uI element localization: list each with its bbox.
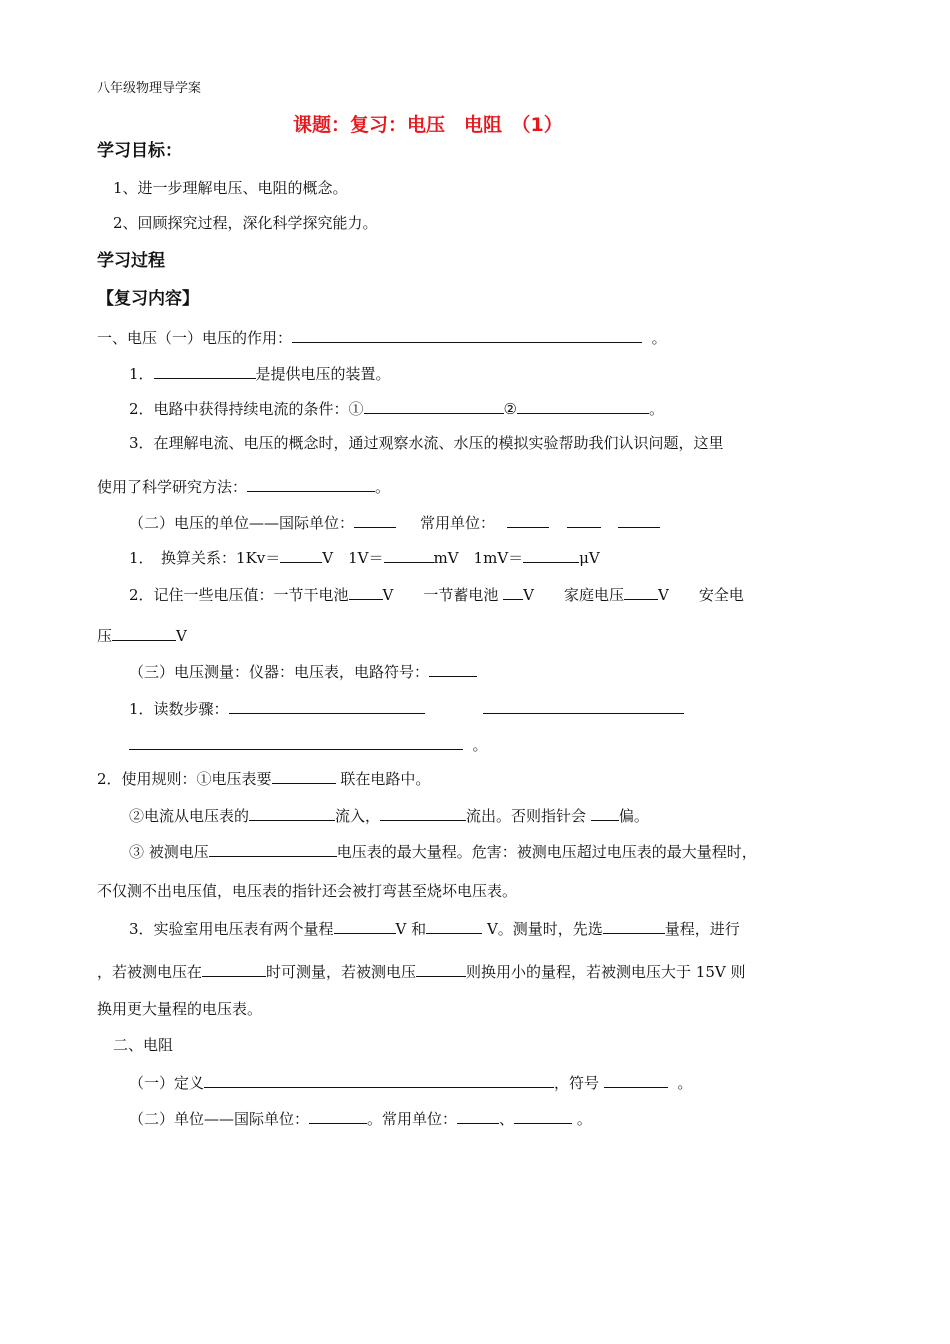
blank-step-3[interactable] <box>129 733 463 750</box>
blank-power-source[interactable] <box>154 362 256 379</box>
goal-2: 2、回顾探究过程，深化科学探究能力。 <box>113 214 378 232</box>
process-heading: 学习过程 <box>97 251 165 271</box>
goals-heading: 学习目标： <box>97 141 182 161</box>
document-header: 八年级物理导学案 <box>97 81 202 96</box>
range-line-2: ，若被测电压在 时可测量，若被测电压 则换用小的量程，若被测电压大于 15V 则 <box>97 960 746 982</box>
blank-dry-cell[interactable] <box>349 583 383 600</box>
blank-circuit-symbol[interactable] <box>429 660 477 677</box>
blank-common-unit-1[interactable] <box>507 511 549 528</box>
blank-condition-1[interactable] <box>364 397 504 414</box>
blank-safe-voltage[interactable] <box>112 624 176 641</box>
blank-range-condition-1[interactable] <box>202 960 266 977</box>
blank-household[interactable] <box>624 583 658 600</box>
blank-method[interactable] <box>247 475 375 492</box>
blank-resistance-definition[interactable] <box>204 1071 554 1088</box>
resistance-heading: 二、电阻 <box>113 1036 174 1054</box>
power-source-line: 1． 是提供电压的装置。 <box>129 362 391 384</box>
blank-flow-out[interactable] <box>380 804 466 821</box>
usage-rule-1: 2．使用规则：①电压表要 联在电路中。 <box>97 767 430 789</box>
voltage-values-line: 2．记住一些电压值：一节干电池 V 一节蓄电池 V 家庭电压 V 安全电 <box>129 583 744 605</box>
unit-line: （二）电压的单位——国际单位： 常用单位： <box>129 511 660 533</box>
blank-connect-way[interactable] <box>272 767 336 784</box>
reading-steps-line-2: 。 <box>129 733 488 755</box>
blank-range-condition-2[interactable] <box>416 960 466 977</box>
blank-resistance-unit-1[interactable] <box>457 1107 499 1124</box>
review-heading: 【复习内容】 <box>97 289 199 309</box>
usage-rule-2: ②电流从电压表的 流入， 流出。否则指针会 偏。 <box>129 804 649 826</box>
safe-voltage-line: 压 V <box>97 624 187 646</box>
blank-condition-2[interactable] <box>517 397 649 414</box>
goal-1: 1、进一步理解电压、电阻的概念。 <box>113 179 348 197</box>
resistance-definition-line: （一）定义 ，符号 。 <box>129 1071 692 1093</box>
blank-step-2[interactable] <box>483 697 684 714</box>
measurement-line: （三）电压测量：仪器：电压表，电路符号： <box>129 660 477 682</box>
voltage-function-line: 一、电压（一）电压的作用： 。 <box>97 326 667 348</box>
blank-resistance-symbol[interactable] <box>604 1071 668 1088</box>
blank-step-1[interactable] <box>229 697 425 714</box>
blank-flow-in[interactable] <box>249 804 335 821</box>
method-line: 使用了科学研究方法： 。 <box>97 475 390 497</box>
blank-max-range[interactable] <box>209 840 337 857</box>
blank-range-1[interactable] <box>334 917 396 934</box>
range-line-1: 3．实验室用电压表有两个量程 V 和 V。测量时，先选 量程，进行 <box>129 917 740 939</box>
blank-deflect[interactable] <box>591 804 619 821</box>
blank-si-unit[interactable] <box>354 511 396 528</box>
blank-common-unit-3[interactable] <box>618 511 660 528</box>
blank-kv-to-v[interactable] <box>280 546 322 563</box>
page-title: 课题：复习：电压 电阻 （1） <box>293 114 563 136</box>
resistance-unit-line: （二）单位——国际单位： 。常用单位： 、 。 <box>129 1107 592 1129</box>
current-condition-line: 2．电路中获得持续电流的条件：① ② 。 <box>129 397 664 419</box>
usage-rule-3: ③ 被测电压 电压表的最大量程。危害：被测电压超过电压表的最大量程时， <box>129 840 757 862</box>
blank-voltage-function[interactable] <box>292 326 642 343</box>
conversion-line: 1． 换算关系：1Kv＝ V 1V＝ mV 1mV＝ μV <box>129 546 600 568</box>
blank-mv-to-uv[interactable] <box>523 546 579 563</box>
reading-steps-line: 1．读数步骤： <box>129 697 684 719</box>
damage-line: 不仅测不出电压值，电压表的指针还会被打弯甚至烧坏电压表。 <box>97 882 518 900</box>
range-line-3: 换用更大量程的电压表。 <box>97 1000 263 1018</box>
blank-v-to-mv[interactable] <box>384 546 434 563</box>
blank-battery[interactable] <box>503 583 523 600</box>
blank-common-unit-2[interactable] <box>567 511 601 528</box>
blank-choose-range[interactable] <box>603 917 665 934</box>
analogy-line: 3．在理解电流、电压的概念时，通过观察水流、水压的模拟实验帮助我们认识问题，这里 <box>129 434 724 452</box>
blank-resistance-unit-2[interactable] <box>514 1107 572 1124</box>
blank-range-2[interactable] <box>426 917 482 934</box>
blank-resistance-si-unit[interactable] <box>309 1107 367 1124</box>
